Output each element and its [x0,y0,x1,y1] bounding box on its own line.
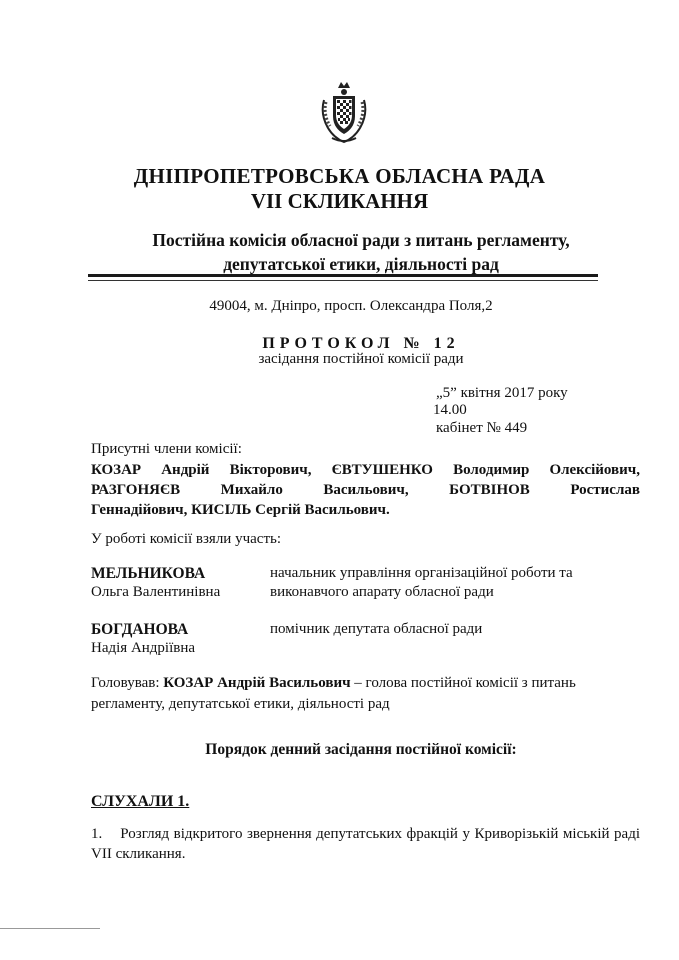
meeting-room: кабінет № 449 [436,420,528,436]
footnote-divider [0,928,100,929]
meeting-date: „5” квітня 2017 року [436,385,568,401]
participant-surname: БОГДАНОВА [91,621,189,638]
commission-title-line2: депутатської етики, діяльності рад [223,254,499,274]
chair-text-line1: – голова постійної комісії з питань [354,675,576,691]
agenda-item-number: 1. [91,826,103,842]
meeting-time: 14.00 [433,402,467,418]
present-members-line3: Геннадійович, КИСІЛЬ Сергій Васильович. [91,502,390,518]
chair-label: Головував: [91,675,160,691]
address-line: 49004, м. Дніпро, просп. Олександра Поля,2 [209,298,493,314]
agenda-item [91,824,640,864]
hearing-heading: СЛУХАЛИ 1. [91,793,190,810]
present-members-label: Присутні члени комісії: [91,441,242,457]
coat-of-arms-emblem [318,80,370,146]
council-title: ДНІПРОПЕТРОВСЬКА ОБЛАСНА РАДА [133,164,546,188]
participant-given-name: Надія Андріївна [91,640,196,656]
header-rule-thin [88,280,598,281]
participant-role-line1: начальник управління організаційної роботи та [270,565,573,581]
participant-surname: МЕЛЬНИКОВА [91,565,206,582]
participants-label: У роботі комісії взяли участь: [91,531,282,547]
present-members-line1: КОЗАР Андрій Вікторович, ЄВТУШЕНКО Володимир Олексійович, [91,462,640,478]
present-members-line2: РАЗГОНЯЄВ Михайло Васильович, БОТВІНОВ Ростислав [91,482,640,498]
chair-paragraph [91,673,640,715]
protocol-subtitle: засідання постійної комісії ради [258,351,464,367]
commission-title-line1: Постійна комісія обласної ради з питань регламенту, [152,230,570,250]
header-rule-thick [88,274,598,277]
chair-name: КОЗАР Андрій Васильович [163,675,351,691]
participant-role-line1: помічник депутата обласної ради [270,621,483,637]
agenda-item-text: Розгляд відкритого звернення депутатських фракцій у Криворізькій міській раді VII скликання. [91,826,641,862]
participant-role-line2: виконавчого апарату обласної ради [270,584,494,600]
agenda-title: Порядок денний засідання постійної комісії: [205,741,517,758]
protocol-title: ПРОТОКОЛ № 12 [262,335,460,352]
present-members-list [91,460,640,520]
chair-text-line2: регламенту, депутатської етики, діяльності рад [91,696,390,712]
convocation-title: VII СКЛИКАННЯ [250,189,429,213]
participant-given-name: Ольга Валентинівна [91,584,221,600]
